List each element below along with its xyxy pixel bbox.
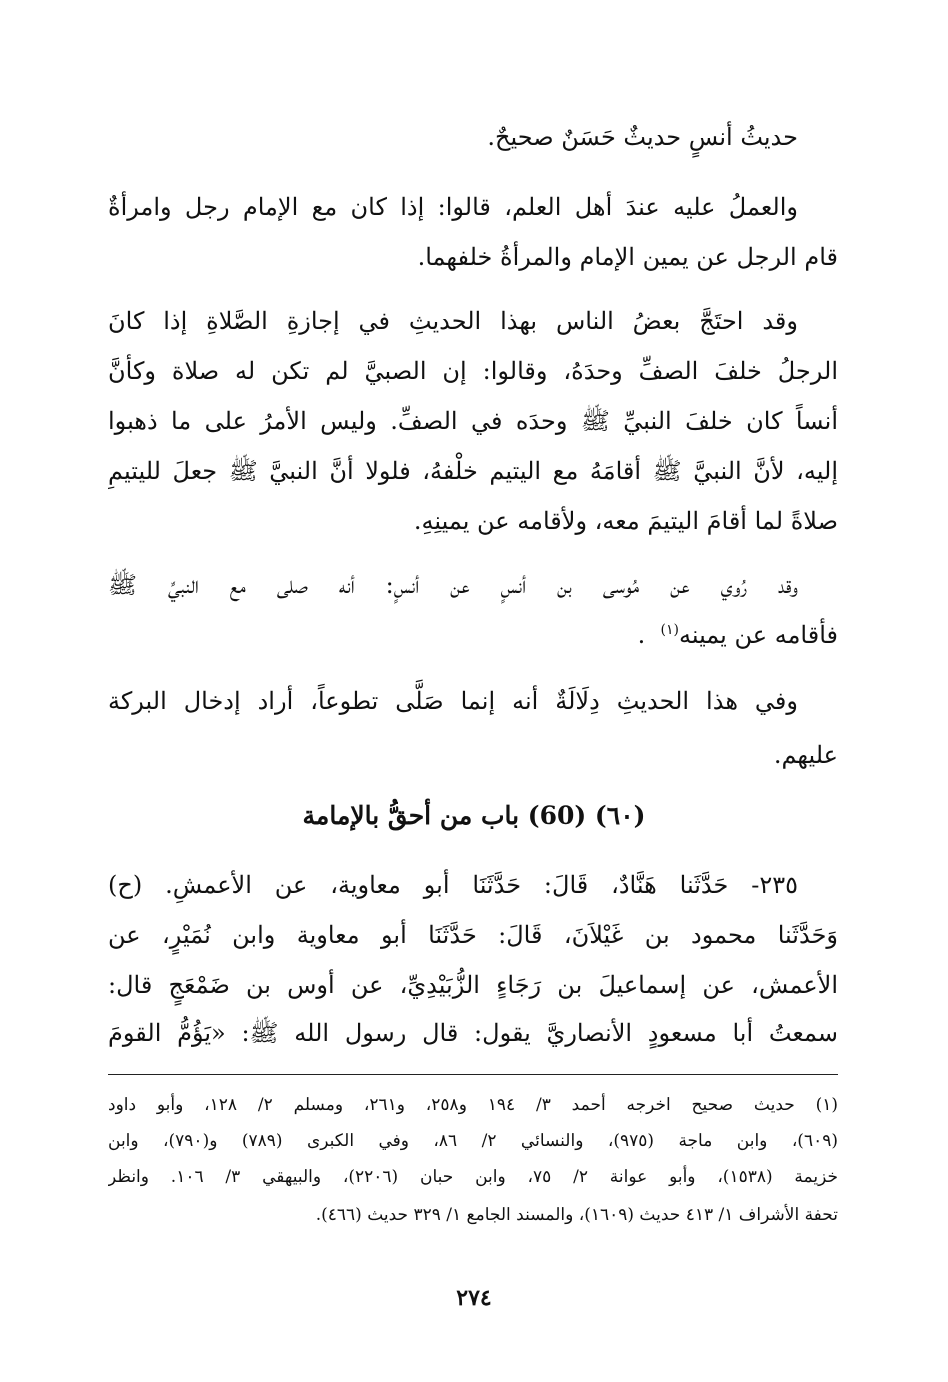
footnote-divider [108, 1074, 838, 1075]
text-line: عليهم. [773, 741, 838, 769]
text-line: ٢٣٥- حَدَّثَنا هَنَّادٌ، قَالَ: حَدَّثَنَا أبو معاوية، عن الأعمشِ. (ح) [108, 871, 798, 899]
text-line: قام الرجل عن يمين الإمام والمرأةُ خلفهما. [417, 243, 838, 271]
text-line: وقد احتَجَّ بعضُ الناس بهذا الحديثِ في إجازةِ الصَّلاةِ إذا كانَ [108, 307, 798, 335]
text-line: وقد رُوي عن مُوسى بن أنسٍ عن أنسٍ: أنه صلى مع النبيِّ ﷺ [108, 571, 798, 599]
footnote-line: تحفة الأشراف ١/ ٤١٣ حديث (١٦٠٩)، والمسند الجامع ١/ ٣٢٩ حديث (٤٦٦). [315, 1205, 838, 1225]
page-number: ٢٧٤ [456, 1285, 492, 1311]
text-line: إليه، لأنَّ النبيَّ ﷺ أقامَهُ مع اليتيم خلْفهُ، فلولا أنَّ النبيَّ ﷺ جعلَ لليتيمِ [108, 457, 838, 485]
footnote-line: (٦٠٩)، وابن ماجة (٩٧٥)، والنسائي ٢/ ٨٦، وفي الكبرى (٧٨٩) و(٧٩٠)، وابن [108, 1131, 838, 1151]
text-line: حديثُ أنسٍ حديثٌ حَسَنٌ صحيحٌ. [487, 123, 798, 151]
text-line: وَحَدَّثَنا محمود بن غَيْلاَنَ، قَالَ: حَدَّثَنَا أبو معاوية وابن نُمَيْرٍ، عن [108, 921, 838, 949]
footnote-line: (١) حديث صحيح اخرجه أحمد ٣/ ١٩٤ و٢٥٨، و٢٦١، ومسلم ٢/ ١٢٨، وأبو داود [108, 1095, 838, 1115]
text-line: الرجلُ خلفَ الصفِّ وحدَهُ، وقالوا: إن الصبيَّ لم تكن له صلاة وكأنَّ [108, 357, 838, 385]
text-line: صلاةً لما أقامَ اليتيمَ معه، ولأقامه عن يمينِهِ. [413, 507, 838, 535]
text-segment: . [637, 621, 646, 649]
text-line: أنساً كان خلفَ النبيِّ ﷺ وحدَه في الصفِّ. وليس الأمرُ على ما ذهبوا [108, 407, 838, 435]
text-line: والعملُ عليه عندَ أهل العلم، قالوا: إذا كان مع الإمام رجل وامرأةٌ [108, 193, 798, 221]
footnote-marker: (١) [660, 622, 679, 638]
text-line: وفي هذا الحديثِ دِلَالَةٌ أنه إنما صَلَّى تطوعاً، أراد إدخال البركة [108, 687, 798, 715]
footnote-line: خزيمة (١٥٣٨)، وأبو عوانة ٢/ ٧٥، وابن حبان (٢٢٠٦)، والبيهقي ٣/ ١٠٦. وانظر [108, 1167, 838, 1187]
text-line: الأعمش، عن إسماعيلَ بن رَجَاءٍ الزُّبَيْدِيِّ، عن أوس بن ضَمْعَجٍ قال: [108, 971, 838, 999]
text-segment: فأقامه عن يمينه [678, 621, 838, 649]
text-line: سمعتُ أبا مسعودٍ الأنصاريَّ يقول: قال رسول الله ﷺ: «يَؤُمُّ القومَ [108, 1019, 838, 1047]
text-line [108, 610, 838, 660]
chapter-heading: (٦٠) (60) باب من أحقُّ بالإمامة [302, 801, 646, 830]
